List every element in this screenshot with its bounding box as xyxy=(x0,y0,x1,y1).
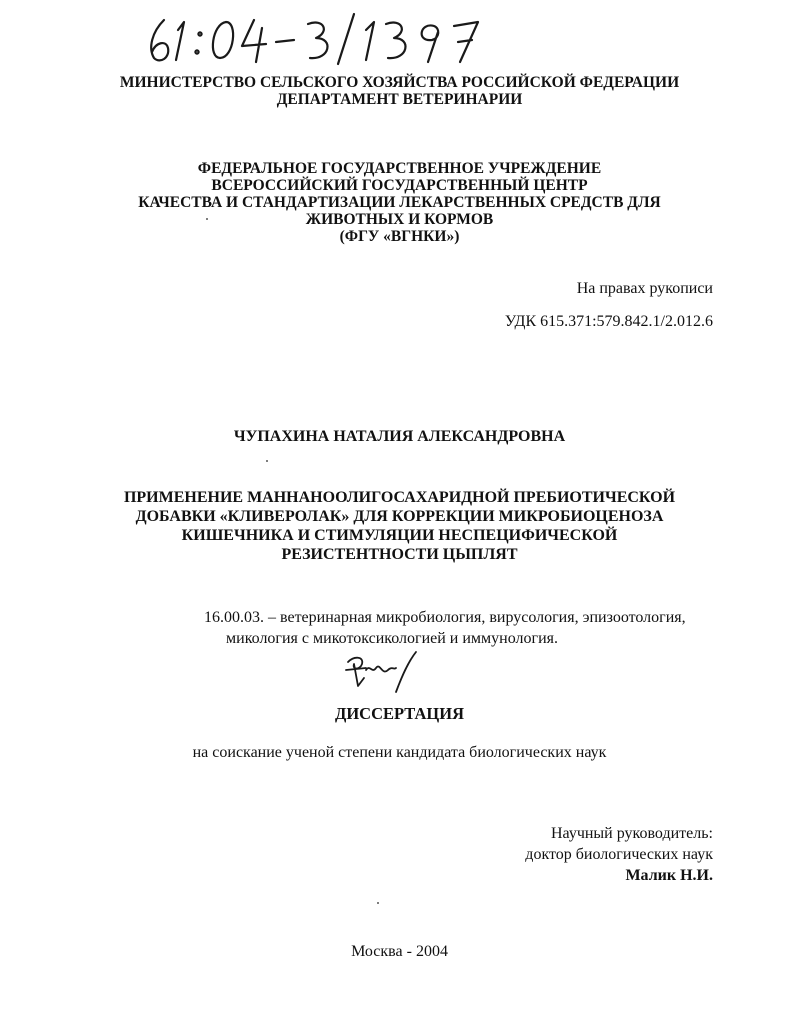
signature xyxy=(342,648,426,696)
scan-speck xyxy=(206,218,208,220)
dissertation-title xyxy=(0,488,799,564)
supervisor-label: Научный руководитель: xyxy=(550,825,713,842)
document-type: ДИССЕРТАЦИЯ xyxy=(335,704,464,723)
scan-speck xyxy=(266,460,268,462)
ministry-header xyxy=(0,74,799,108)
institution-line: ФЕДЕРАЛЬНОЕ ГОСУДАРСТВЕННОЕ УЧРЕЖДЕНИЕ xyxy=(197,160,602,177)
title-line: КИШЕЧНИКА И СТИМУЛЯЦИИ НЕСПЕЦИФИЧЕСКОЙ xyxy=(181,527,618,544)
department-name: ДЕПАРТАМЕНТ ВЕТЕРИНАРИИ xyxy=(276,91,523,108)
author-name: ЧУПАХИНА НАТАЛИЯ АЛЕКСАНДРОВНА xyxy=(233,428,566,445)
degree-statement: на соискание ученой степени кандидата биологических наук xyxy=(192,744,607,761)
specialty-code xyxy=(204,607,724,649)
city-year: Москва - 2004 xyxy=(351,943,448,960)
handwritten-archive-number xyxy=(142,8,492,68)
institution-line: ВСЕРОССИЙСКИЙ ГОСУДАРСТВЕННЫЙ ЦЕНТР xyxy=(211,177,588,194)
institution-line: ЖИВОТНЫХ И КОРМОВ xyxy=(305,211,494,228)
specialty-line: микология с микотоксикологией и иммунология. xyxy=(226,630,558,647)
title-line: РЕЗИСТЕНТНОСТИ ЦЫПЛЯТ xyxy=(281,546,518,563)
supervisor-name: Малик Н.И. xyxy=(625,867,713,884)
scan-speck xyxy=(377,902,379,904)
udc-code: УДК 615.371:579.842.1/2.012.6 xyxy=(504,313,713,330)
title-line: ПРИМЕНЕНИЕ МАННАНООЛИГОСАХАРИДНОЙ ПРЕБИОТИЧЕСКОЙ xyxy=(123,489,676,506)
rights-note: На правах рукописи xyxy=(576,280,713,297)
specialty-line: 16.00.03. – ветеринарная микробиология, вирусология, эпизоотология, xyxy=(204,609,686,626)
ministry-name: МИНИСТЕРСТВО СЕЛЬСКОГО ХОЗЯЙСТВА РОССИЙСКОЙ ФЕДЕРАЦИИ xyxy=(119,74,680,91)
title-line: ДОБАВКИ «КЛИВЕРОЛАК» ДЛЯ КОРРЕКЦИИ МИКРОБИОЦЕНОЗА xyxy=(135,508,664,525)
supervisor-degree: доктор биологических наук xyxy=(525,846,713,863)
institution-abbreviation: (ФГУ «ВГНКИ») xyxy=(339,228,460,245)
institution-line: КАЧЕСТВА И СТАНДАРТИЗАЦИИ ЛЕКАРСТВЕННЫХ СРЕДСТВ ДЛЯ xyxy=(138,194,661,211)
institution-header xyxy=(0,160,799,245)
supervisor-block xyxy=(525,823,713,886)
